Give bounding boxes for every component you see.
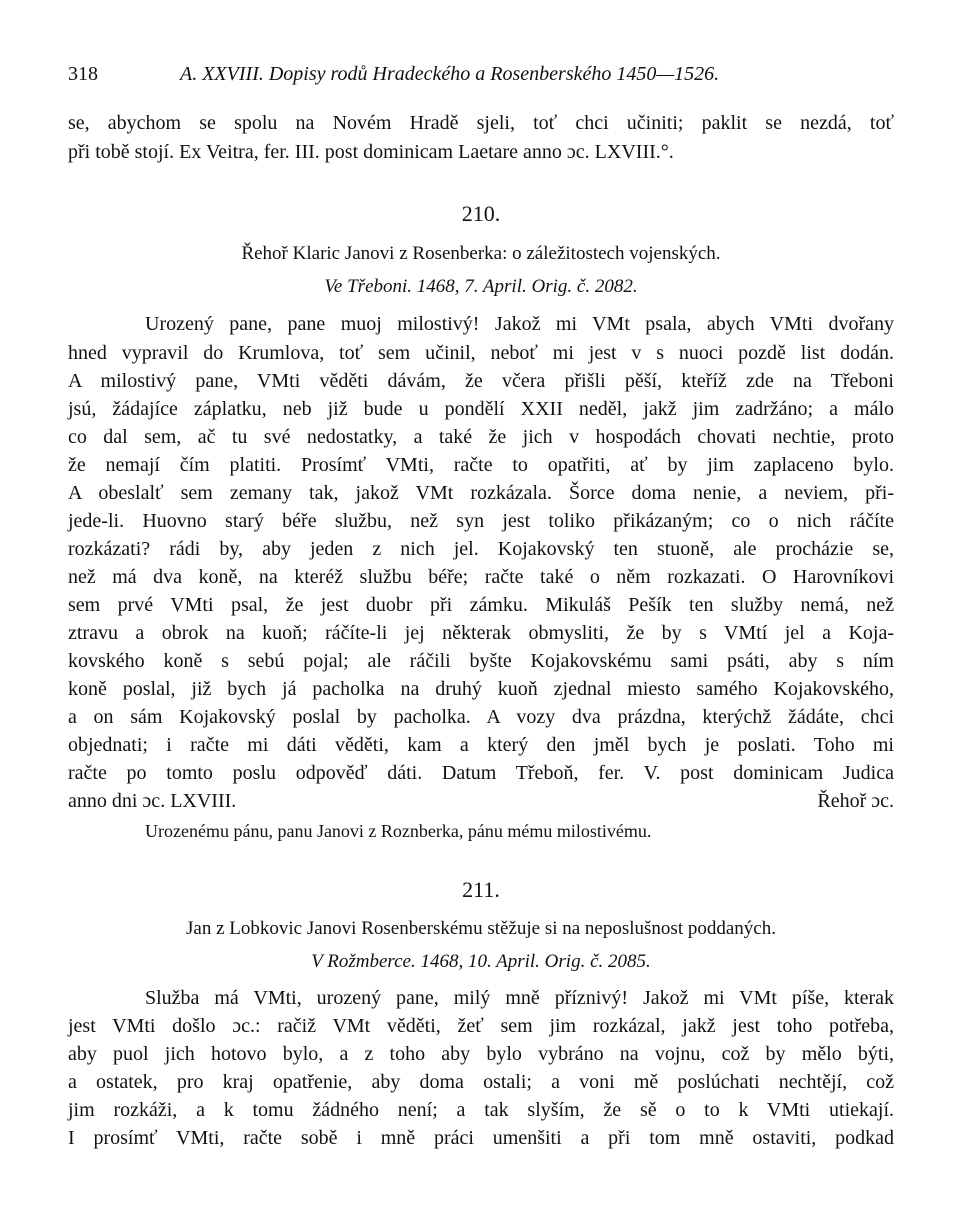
text-line: ztravu a obrok na kuoň; ráčíte-li jej některak obmysliti, že by s VMtí jel a Koja-	[68, 622, 894, 644]
text-line: a ostatek, pro kraj opatřenie, aby doma ostali; a voni mě poslúchati nechtějí, což	[68, 1071, 894, 1093]
letter-address: Urozenému pánu, panu Janovi z Roznberka, pánu mému milostivému.	[145, 821, 652, 841]
closing-line	[68, 788, 894, 815]
text-line: a on sám Kojakovský poslal by pacholka. A vozy dva prázdna, kterýchž žádáte, chci	[68, 706, 894, 728]
letter-source: Ve Třeboni. 1468, 7. April. Orig. č. 2082.	[324, 276, 638, 297]
text-line: se, abychom se spolu na Novém Hradě sjeli, toť chci učiniti; paklit se nezdá, toť	[68, 112, 894, 134]
signature: Řehoř ɔc.	[817, 790, 894, 812]
letter-source: V Rožmberce. 1468, 10. April. Orig. č. 2085.	[311, 951, 651, 972]
text-line: A obeslalť sem zemany tak, jakož VMt rozkázala. Šorce doma nenie, a neviem, při-	[68, 482, 894, 504]
text-line: že nemají čím platiti. Prosímť VMti, račte to opatřiti, ať by jim zaplaceno bylo.	[68, 454, 894, 476]
text-line: Urozený pane, pane muoj milostivý! Jakož mi VMt psala, abych VMti dvořany	[145, 313, 894, 335]
letter-number: 211.	[462, 877, 500, 902]
page-number: 318	[68, 63, 98, 85]
letter-regest: Jan z Lobkovic Janovi Rosenberskému stěžuje si na neposlušnost poddaných.	[186, 918, 776, 939]
text-line: Služba má VMti, urozený pane, milý mně příznivý! Jakož mi VMt píše, kterak	[145, 987, 894, 1009]
letter-regest: Řehoř Klaric Janovi z Rosenberka: o záležitostech vojenských.	[241, 243, 721, 264]
text-line: račte po tomto poslu odpověď dáti. Datum Třeboň, fer. V. post dominicam Judica	[68, 762, 894, 784]
text-line: rozkázati? rádi by, aby jeden z nich jel. Kojakovský ten stuoně, ale procházie se,	[68, 538, 894, 560]
running-head: A. XXVIII. Dopisy rodů Hradeckého a Rosenberského 1450—1526.	[180, 63, 720, 85]
text-line: jsú, žádajíce záplatku, neb již bude u pondělí XXII neděl, jakž jim zadržáno; a málo	[68, 398, 894, 420]
text-line: jim rozkáži, a k tomu žádného není; a tak slyším, že sě o to k VMti utiekají.	[68, 1099, 894, 1121]
text-line: hned vypravil do Krumlova, toť sem učinil, neboť mi jest v s nuoci pozdě list dodán.	[68, 342, 894, 364]
text-line: jede-li. Huovno starý béře službu, než syn jest toliko přikázaným; co o nich ráčíte	[68, 510, 894, 532]
text-line: při tobě stojí. Ex Veitra, fer. III. post dominicam Laetare anno ɔc. LXVIII.°.	[68, 141, 674, 163]
text-line: objednati; i račte mi dáti věděti, kam a který den jměl bych je poslati. Toho mi	[68, 734, 894, 756]
text-line: koně poslal, již bych já pacholka na druhý kuoň zjednal miesto samého Kojakovského,	[68, 678, 894, 700]
text-line: než má dva koně, na kteréž službu béře; račte také o něm rozkazati. O Harovníkovi	[68, 566, 894, 588]
closing-date: anno dni ɔc. LXVIII.	[68, 790, 237, 812]
text-line: I prosímť VMti, račte sobě i mně práci umenšiti a při tom mně ostaviti, podkad	[68, 1127, 894, 1149]
text-line: co dal sem, ač tu své nedostatky, a také že jich v hospodách chovati nechtie, proto	[68, 426, 894, 448]
text-line: aby puol jich hotovo bylo, a z toho aby bylo vybráno na vojnu, což by mělo býti,	[68, 1043, 894, 1065]
letter-number: 210.	[461, 201, 501, 226]
page-header	[68, 60, 894, 88]
text-line: A milostivý pane, VMti věděti dávám, že včera přišli pěší, kteříž zde na Třeboni	[68, 370, 894, 392]
text-line: jest VMti došlo ɔc.: račiž VMt věděti, žeť sem jim rozkázal, jakž jest toho potřeba,	[68, 1015, 894, 1037]
text-line: kovského koně s sebú pojal; ale ráčili byšte Kojakovskému sami psáti, aby s ním	[68, 650, 894, 672]
text-line: sem prvé VMti psal, že jest duobr při zámku. Mikuláš Pešík ten služby nemá, než	[68, 594, 894, 616]
